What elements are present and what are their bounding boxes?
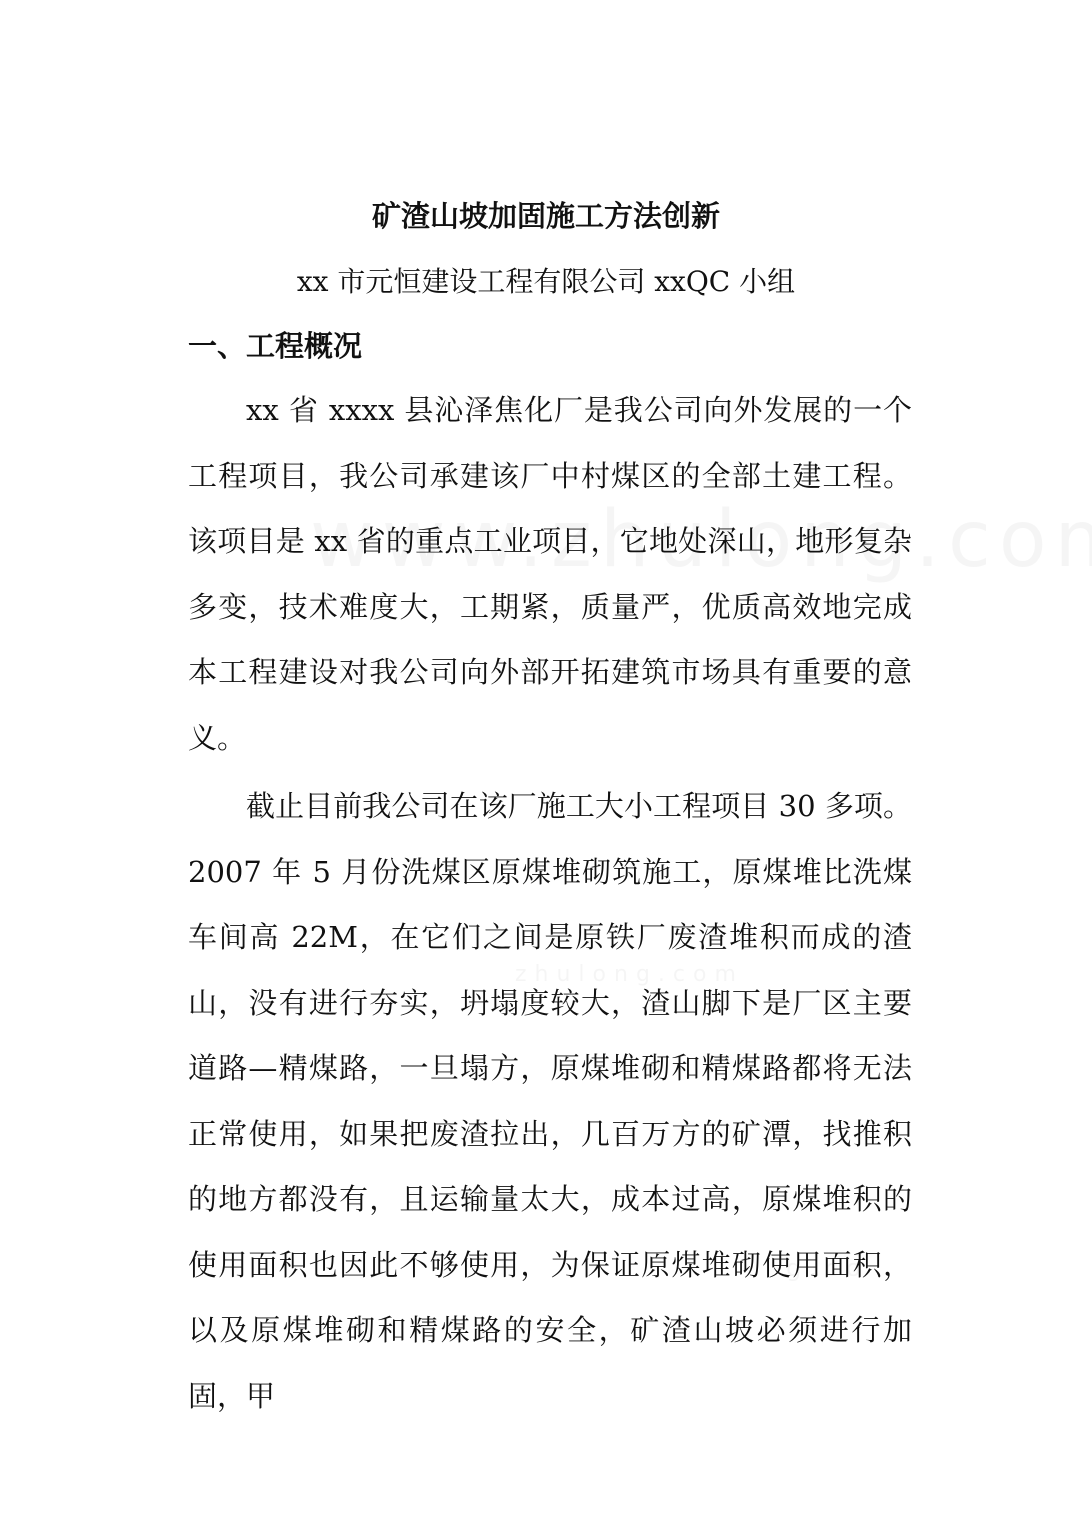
document-subtitle: xx 市元恒建设工程有限公司 xxQC 小组 xyxy=(296,265,796,298)
document-title: 矿渣山坡加固施工方法创新 xyxy=(371,199,720,233)
body-paragraph: 截止目前我公司在该厂施工大小工程项目 30 多项。2007 年 5 月份洗煤区原煤堆砌筑施工，原煤堆比洗煤车间高 22M，在它们之间是原铁厂废渣堆积而成的渣山，没有进行夯实，坍塌度较大，渣山脚下是厂区主要道路—精煤路，一旦塌方，原煤堆砌和精煤路都将无法正常使用，如果把废渣拉出，几百万方的矿潭，找推积的地方都没有，且运输量太大，成本过高，原煤堆积的使用面积也因此不够使用，为保证原煤堆砌使用面积，以及原煤堆砌和精煤路的安全，矿渣山坡必须进行加固，甲 xyxy=(188,789,912,1413)
body-paragraph: xx 省 xxxx 县沁泽焦化厂是我公司向外发展的一个工程项目，我公司承建该厂中村煤区的全部土建工程。该项目是 xx 省的重点工业项目，它地处深山，地形复杂多变，技术难度大，工期紧，质量严，优质高效地完成本工程建设对我公司向外部开拓建筑市场具有重要的意义。 xyxy=(188,393,912,755)
section-heading: 一、工程概况 xyxy=(188,329,363,363)
